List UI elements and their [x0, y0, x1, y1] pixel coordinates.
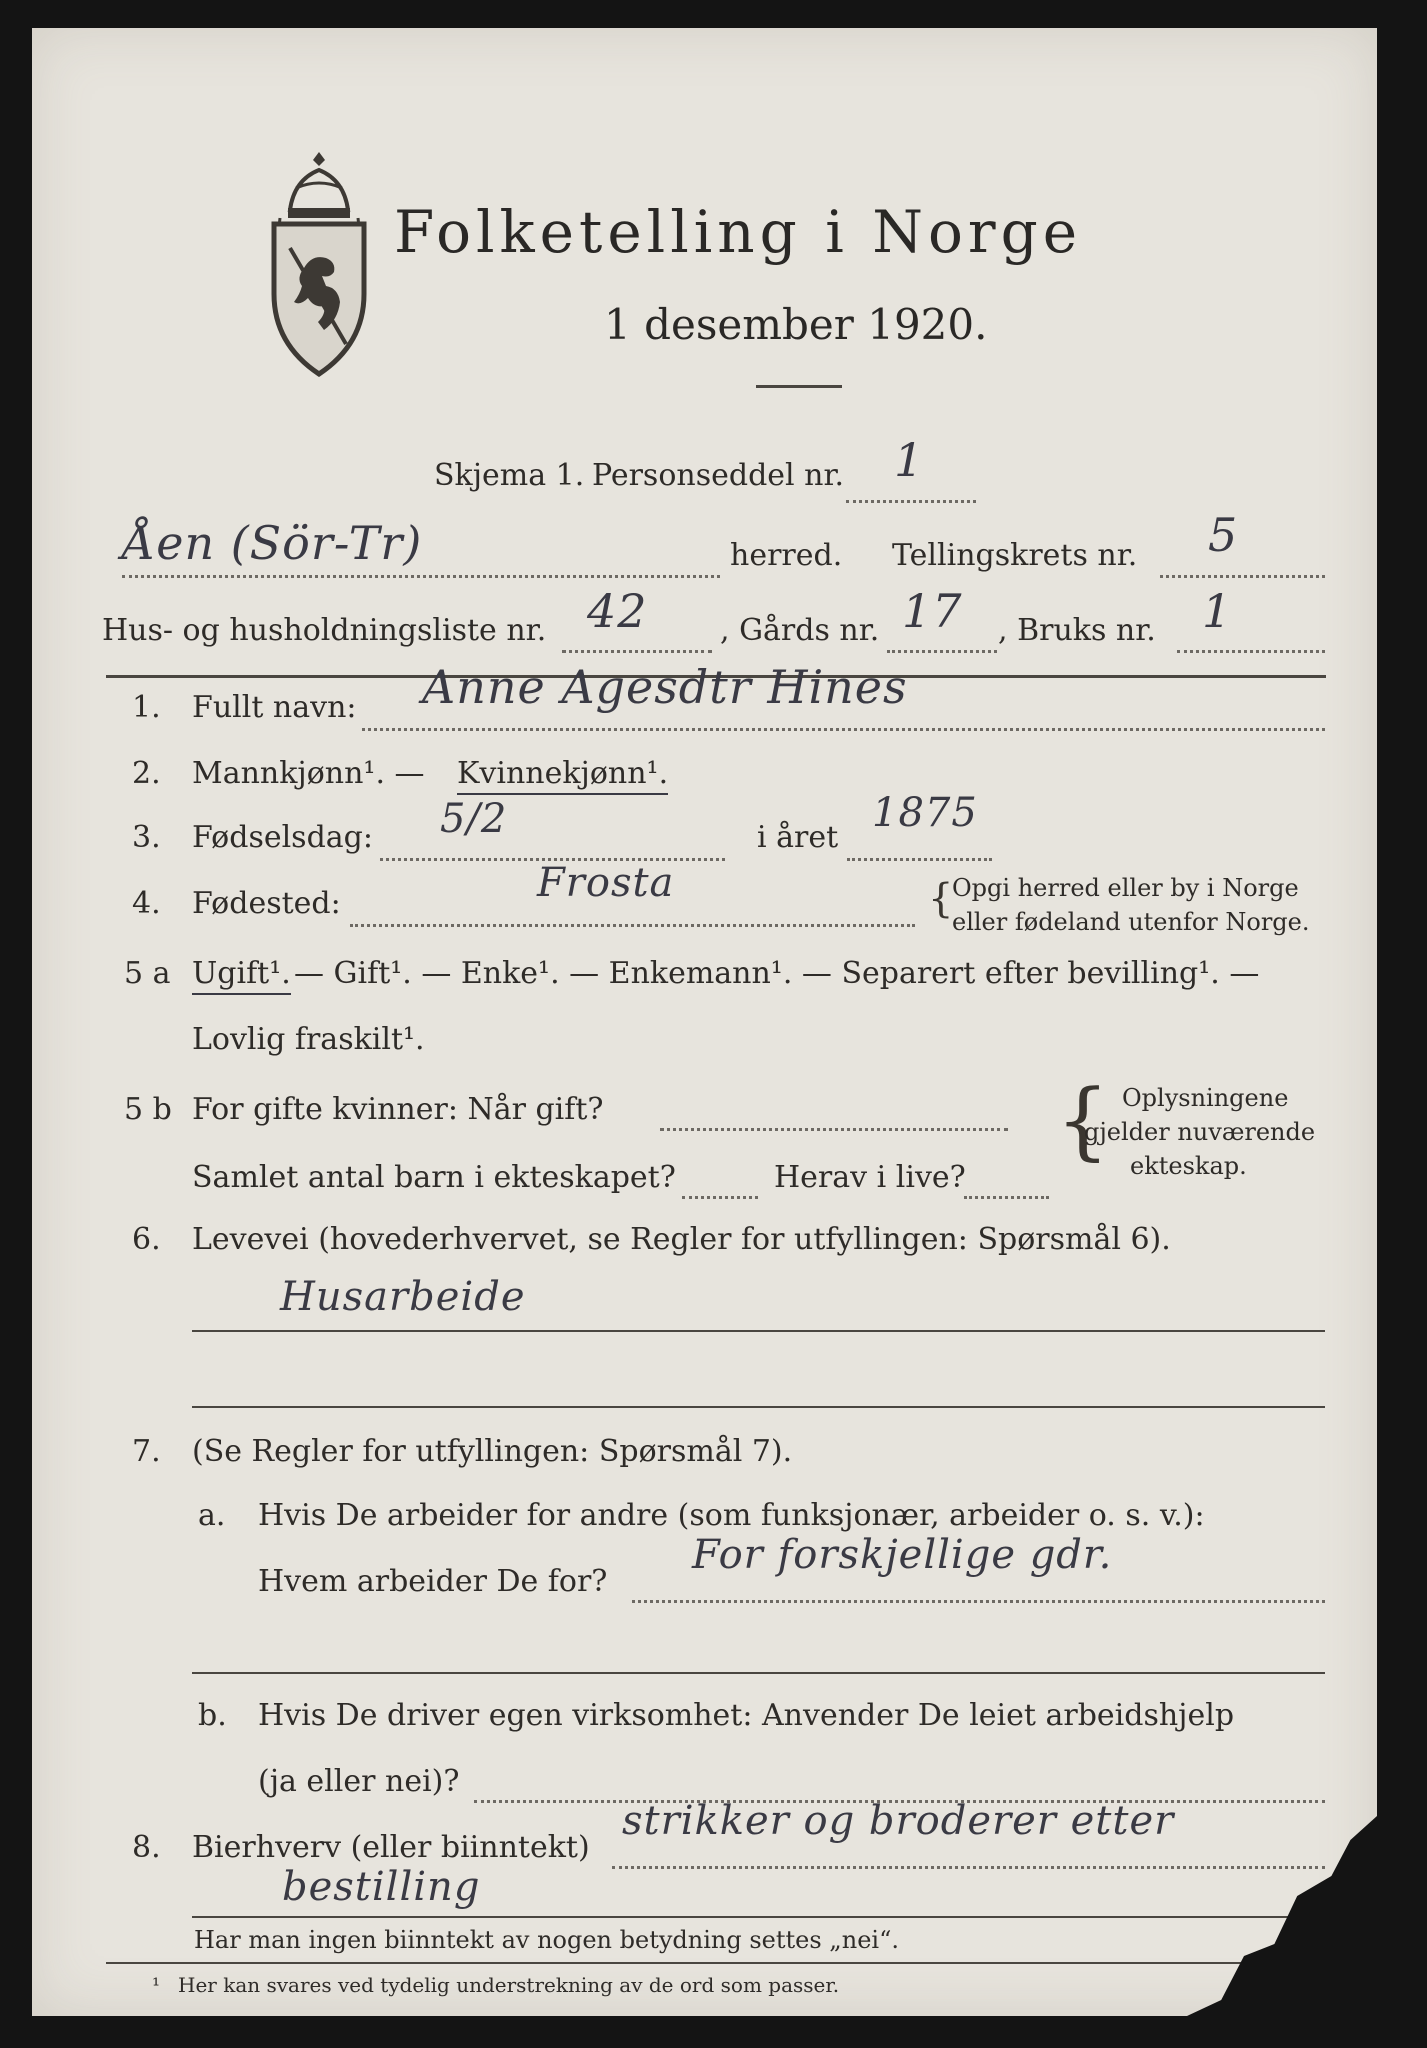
q5b-herav: Herav i live?	[774, 1160, 966, 1195]
gards-value: 17	[902, 584, 963, 638]
q7-number: 7.	[132, 1434, 161, 1469]
q7a-line2: Hvem arbeider De for?	[258, 1564, 608, 1599]
q2-mann: Mannkjønn¹. —	[192, 756, 425, 791]
q4-label: Fødested:	[192, 886, 341, 921]
husholdningsliste-label: Hus- og husholdningsliste nr.	[102, 613, 547, 648]
occupation-value: Husarbeide	[280, 1274, 526, 1320]
side-income-value-line1: strikker og broderer etter	[622, 1798, 1175, 1844]
employer-value: For forskjellige gdr.	[692, 1532, 1113, 1578]
bruks-value: 1	[1202, 584, 1233, 638]
q5a-number: 5 a	[124, 956, 171, 991]
q4-note-line1: Opgi herred eller by i Norge	[952, 874, 1299, 902]
footnote-mark: ¹	[152, 1973, 161, 1997]
q5b-number: 5 b	[124, 1092, 172, 1127]
q1-number: 1.	[132, 690, 161, 725]
tellingskrets-label: Tellingskrets nr.	[892, 538, 1138, 573]
q8-label: Bierhverv (eller biinntekt)	[192, 1830, 590, 1865]
personseddel-label: Personseddel nr.	[592, 458, 845, 493]
form-title: Folketelling i Norge	[394, 198, 1083, 266]
birth-year-value: 1875	[872, 790, 978, 836]
footnote-separator	[106, 1962, 1326, 1964]
q5a-options: — Gift¹. — Enke¹. — Enkemann¹. — Separert efter bevilling¹. —	[294, 956, 1260, 991]
q7b-line1: Hvis De driver egen virksomhet: Anvender De leiet arbeidshjelp	[258, 1698, 1235, 1733]
q6-number: 6.	[132, 1222, 161, 1257]
q7b-letter: b.	[198, 1698, 227, 1733]
q7-label: (Se Regler for utfyllingen: Spørsmål 7).	[192, 1434, 793, 1469]
q6-label: Levevei (hovederhvervet, se Regler for utfyllingen: Spørsmål 6).	[192, 1222, 1171, 1257]
bruks-label: , Bruks nr.	[998, 613, 1156, 648]
q7a-line1: Hvis De arbeider for andre (som funksjonær, arbeider o. s. v.):	[258, 1498, 1205, 1533]
q4-brace: {	[928, 876, 954, 922]
census-form-page	[32, 28, 1377, 2016]
q4-note-line2: eller fødeland utenfor Norge.	[952, 908, 1310, 936]
q5a-line2: Lovlig fraskilt¹.	[192, 1022, 425, 1057]
skjema-label: Skjema 1.	[434, 458, 585, 493]
q5a-ugift-underlined: Ugift¹.	[192, 956, 291, 995]
husholdningsliste-value: 42	[587, 584, 648, 638]
q3-number: 3.	[132, 820, 161, 855]
q5b-label1: For gifte kvinner: Når gift?	[192, 1092, 604, 1127]
coat-of-arms-icon	[260, 148, 378, 378]
q5b-note-line2: gjelder nuværende	[1084, 1118, 1316, 1146]
gards-label: , Gårds nr.	[720, 613, 880, 648]
q5b-brace: {	[1056, 1071, 1110, 1169]
herred-label: herred.	[730, 538, 843, 573]
q8-note: Har man ingen biinntekt av nogen betydning settes „nei“.	[194, 1926, 899, 1954]
title-divider	[756, 385, 842, 388]
q4-number: 4.	[132, 886, 161, 921]
q5b-note-line3: ekteskap.	[1130, 1152, 1247, 1180]
q5b-note-line1: Oplysningene	[1122, 1084, 1289, 1112]
herred-value: Åen (Sör-Tr)	[122, 516, 423, 570]
birthday-value: 5/2	[440, 796, 508, 842]
personseddel-value: 1	[894, 433, 925, 487]
footnote-text: Her kan svares ved tydelig understrekning av de ord som passer.	[178, 1973, 840, 1997]
q5b-label2: Samlet antal barn i ekteskapet?	[192, 1160, 676, 1195]
q2-number: 2.	[132, 756, 161, 791]
q7b-line2: (ja eller nei)?	[258, 1764, 460, 1799]
full-name-value: Anne Agesdtr Hines	[422, 660, 908, 714]
tellingskrets-value: 5	[1208, 508, 1239, 562]
side-income-value-line2: bestilling	[282, 1864, 481, 1910]
year-label: i året	[757, 820, 839, 855]
q3-label: Fødselsdag:	[192, 820, 373, 855]
q7a-letter: a.	[198, 1498, 226, 1533]
birthplace-value: Frosta	[537, 860, 675, 906]
q1-label: Fullt navn:	[192, 690, 357, 725]
q2-kvinne-underlined: Kvinnekjønn¹.	[457, 756, 668, 795]
q8-number: 8.	[132, 1830, 161, 1865]
census-date: 1 desember 1920.	[604, 300, 988, 349]
